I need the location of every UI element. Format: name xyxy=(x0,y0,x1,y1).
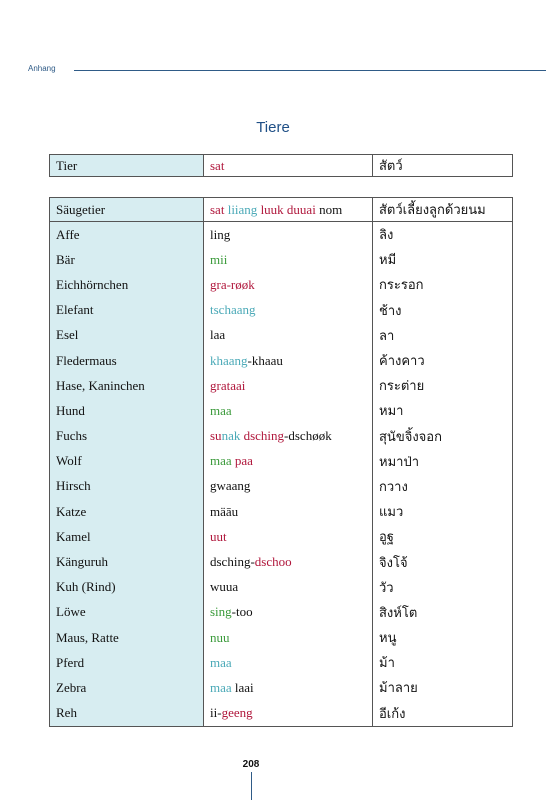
transliteration xyxy=(204,675,373,700)
table-row xyxy=(50,424,513,449)
table-row xyxy=(50,549,513,574)
thai-word: แมว xyxy=(373,499,513,524)
table-row xyxy=(50,625,513,650)
thai-word: สิงห์โต xyxy=(373,600,513,625)
translit-segment: sat xyxy=(210,157,225,173)
translit-segment: sing xyxy=(210,604,232,620)
page-tick-mark xyxy=(251,772,252,800)
transliteration xyxy=(204,373,373,398)
thai-word: หนู xyxy=(373,625,513,650)
translit-segment: liiang xyxy=(227,201,261,217)
translit-segment: khaang xyxy=(210,352,248,368)
table-header-row xyxy=(50,198,513,222)
translit-segment: sat xyxy=(210,201,228,217)
german-word: Katze xyxy=(50,499,204,524)
transliteration xyxy=(204,348,373,373)
translit-segment: su xyxy=(210,428,222,444)
translit-segment: dschoo xyxy=(254,554,292,570)
table-row xyxy=(50,524,513,549)
translit-segment: -dschøøk xyxy=(284,428,332,444)
transliteration xyxy=(204,600,373,625)
transliteration xyxy=(204,701,373,727)
translit-segment: dsching xyxy=(243,428,285,444)
transliteration xyxy=(204,499,373,524)
table-row xyxy=(50,449,513,474)
category-german: Tier xyxy=(50,155,204,177)
translit-segment: -khaau xyxy=(247,352,283,368)
translit-segment: maa xyxy=(210,679,235,695)
thai-word: จิงโจ้ xyxy=(373,549,513,574)
table-row xyxy=(50,272,513,297)
german-word: Affe xyxy=(50,222,204,248)
table-row xyxy=(50,474,513,499)
thai-word: หมี xyxy=(373,247,513,272)
translit-segment: maa xyxy=(210,453,235,469)
thai-word: ช้าง xyxy=(373,298,513,323)
german-word: Wolf xyxy=(50,449,204,474)
translit-segment: mäāu xyxy=(210,503,239,519)
table-row xyxy=(50,650,513,675)
transliteration xyxy=(204,625,373,650)
translit-segment: maa xyxy=(210,402,232,418)
table-row xyxy=(50,298,513,323)
german-word: Reh xyxy=(50,701,204,727)
header-translit xyxy=(204,198,373,222)
thai-word: วัว xyxy=(373,575,513,600)
translit-segment: laai xyxy=(234,679,254,695)
translit-segment: -too xyxy=(231,604,253,620)
thai-word: ม้า xyxy=(373,650,513,675)
table-row xyxy=(50,499,513,524)
thai-word: สุนัขจิ้งจอก xyxy=(373,424,513,449)
translit-segment: tschaang xyxy=(210,302,256,318)
transliteration xyxy=(204,272,373,297)
table-row xyxy=(50,398,513,423)
german-word: Bär xyxy=(50,247,204,272)
thai-word: ลิง xyxy=(373,222,513,248)
german-word: Kamel xyxy=(50,524,204,549)
transliteration xyxy=(204,298,373,323)
translit-segment: ling xyxy=(210,226,231,242)
german-word: Fuchs xyxy=(50,424,204,449)
transliteration xyxy=(204,247,373,272)
translit-segment: luuk duuai xyxy=(260,201,320,217)
transliteration xyxy=(204,650,373,675)
table-row xyxy=(50,575,513,600)
translit-segment: nak xyxy=(221,428,244,444)
transliteration xyxy=(204,449,373,474)
german-word: Zebra xyxy=(50,675,204,700)
translit-segment: geeng xyxy=(221,705,253,721)
transliteration xyxy=(204,323,373,348)
translit-segment: wuua xyxy=(210,579,239,595)
german-word: Elefant xyxy=(50,298,204,323)
transliteration xyxy=(204,424,373,449)
thai-word: ลา xyxy=(373,323,513,348)
running-header xyxy=(0,64,546,78)
translit-segment: gra-røøk xyxy=(210,276,255,292)
translit-segment: nuu xyxy=(210,629,230,645)
translit-segment: laa xyxy=(210,327,226,343)
thai-word: หมา xyxy=(373,398,513,423)
translit-segment: nom xyxy=(319,201,343,217)
german-word: Pferd xyxy=(50,650,204,675)
category-row xyxy=(50,155,513,177)
table-row xyxy=(50,701,513,727)
table-row xyxy=(50,222,513,248)
translit-segment: dsching- xyxy=(210,554,255,570)
thai-word: กระต่าย xyxy=(373,373,513,398)
german-word: Hase, Kaninchen xyxy=(50,373,204,398)
table-row xyxy=(50,247,513,272)
header-thai: สัตว์เลี้ยงลูกด้วยนม xyxy=(373,198,513,222)
transliteration xyxy=(204,398,373,423)
german-word: Kuh (Rind) xyxy=(50,575,204,600)
thai-word: อูฐ xyxy=(373,524,513,549)
thai-word: กระรอก xyxy=(373,272,513,297)
header-rule xyxy=(74,70,546,71)
translit-segment: gwaang xyxy=(210,478,251,494)
translit-segment: mii xyxy=(210,251,228,267)
table-row xyxy=(50,675,513,700)
german-word: Löwe xyxy=(50,600,204,625)
thai-word: ม้าลาย xyxy=(373,675,513,700)
translit-segment: paa xyxy=(234,453,253,469)
vocabulary-table xyxy=(49,197,513,727)
table-row xyxy=(50,600,513,625)
translit-segment: uut xyxy=(210,528,227,544)
german-word: Hirsch xyxy=(50,474,204,499)
category-table xyxy=(49,154,513,177)
header-german: Säugetier xyxy=(50,198,204,222)
thai-word: หมาป่า xyxy=(373,449,513,474)
translit-segment: maa xyxy=(210,654,232,670)
category-thai: สัตว์ xyxy=(373,155,513,177)
german-word: Esel xyxy=(50,323,204,348)
transliteration xyxy=(204,222,373,248)
transliteration xyxy=(204,549,373,574)
category-translit xyxy=(204,155,373,177)
table-row xyxy=(50,323,513,348)
section-label: Anhang xyxy=(28,64,56,73)
thai-word: กวาง xyxy=(373,474,513,499)
transliteration xyxy=(204,524,373,549)
translit-segment: ii- xyxy=(210,705,222,721)
german-word: Maus, Ratte xyxy=(50,625,204,650)
german-word: Fledermaus xyxy=(50,348,204,373)
table-row xyxy=(50,373,513,398)
german-word: Hund xyxy=(50,398,204,423)
transliteration xyxy=(204,575,373,600)
table-row xyxy=(50,348,513,373)
page-title: Tiere xyxy=(256,119,290,136)
transliteration xyxy=(204,474,373,499)
german-word: Känguruh xyxy=(50,549,204,574)
german-word: Eichhörnchen xyxy=(50,272,204,297)
page-number: 208 xyxy=(242,759,260,770)
translit-segment: grataai xyxy=(210,377,246,393)
thai-word: ค้างคาว xyxy=(373,348,513,373)
thai-word: อีเก้ง xyxy=(373,701,513,727)
